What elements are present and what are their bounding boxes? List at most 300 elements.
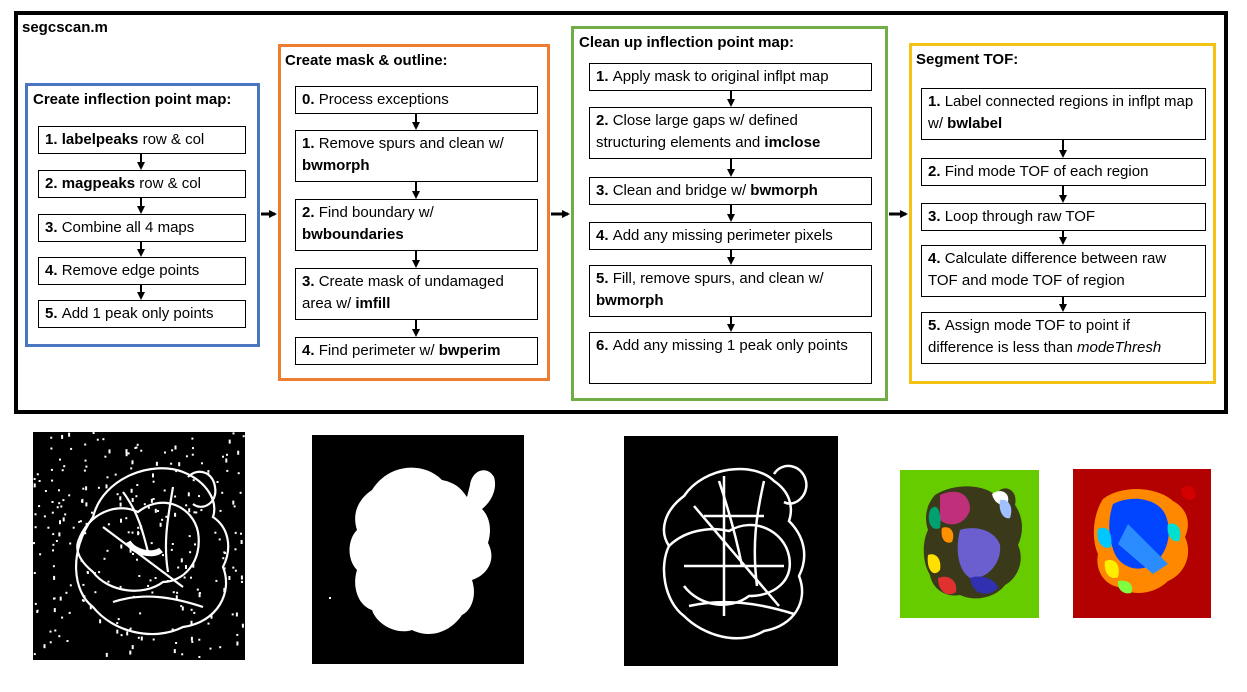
noise-pixel — [137, 532, 139, 534]
step-label-regions — [921, 88, 1206, 140]
noise-pixel — [63, 517, 65, 521]
noise-pixel — [39, 553, 41, 555]
noise-pixel — [85, 466, 87, 468]
noise-pixel — [97, 439, 99, 441]
step-text-run: 2. — [928, 163, 945, 180]
noise-pixel — [193, 612, 195, 614]
noise-pixel — [98, 571, 100, 573]
noise-pixel — [188, 508, 190, 512]
noise-pixel — [145, 551, 147, 555]
noise-pixel — [219, 538, 221, 540]
noise-pixel — [173, 591, 175, 593]
noise-pixel — [52, 544, 54, 546]
noise-pixel — [229, 440, 231, 444]
noise-pixel — [62, 499, 64, 501]
noise-pixel — [62, 469, 64, 471]
noise-pixel — [34, 478, 36, 480]
step-text-run: Combine all 4 maps — [61, 219, 195, 236]
noise-pixel — [132, 532, 134, 534]
noise-pixel — [171, 449, 173, 451]
noise-pixel — [219, 646, 221, 648]
step-text-run: 6. — [596, 337, 613, 354]
noise-pixel — [132, 498, 134, 502]
noise-pixel — [52, 512, 54, 514]
noise-pixel — [50, 641, 52, 643]
noise-pixel — [167, 580, 169, 582]
noise-pixel — [192, 447, 194, 449]
noise-pixel — [211, 615, 213, 619]
step-text-run: 1. — [45, 131, 62, 148]
noise-pixel — [232, 613, 234, 615]
step-text-run: 2. — [45, 175, 62, 192]
noise-pixel — [129, 651, 131, 655]
noise-pixel — [184, 577, 186, 579]
noise-pixel — [44, 644, 46, 648]
noise-pixel — [151, 592, 153, 594]
step-magpeaks — [38, 170, 246, 198]
noise-pixel — [85, 460, 87, 462]
step-text-run: Remove spurs and clean w/ — [318, 135, 504, 152]
step-create-mask — [295, 268, 538, 320]
noise-pixel — [73, 527, 75, 529]
noise-pixel — [84, 470, 86, 472]
noise-pixel — [162, 554, 164, 556]
noise-pixel — [60, 506, 62, 508]
noise-pixel — [172, 543, 174, 545]
noise-pixel — [60, 597, 62, 601]
noise-pixel — [59, 520, 61, 524]
noise-pixel — [222, 557, 224, 559]
noise-pixel — [148, 507, 150, 509]
noise-pixel — [90, 605, 92, 609]
noise-pixel — [69, 543, 71, 545]
noise-pixel — [177, 567, 179, 569]
panel-title-segment-tof: Segment TOF: — [916, 51, 1019, 68]
noise-pixel — [217, 481, 219, 483]
noise-pixel — [82, 599, 84, 601]
step-text-run: magpeaks — [61, 175, 136, 192]
noise-pixel — [116, 630, 118, 634]
noise-pixel — [58, 502, 60, 504]
noise-pixel — [50, 437, 52, 439]
noise-pixel — [175, 642, 177, 644]
noise-pixel — [35, 603, 37, 605]
noise-pixel — [67, 640, 69, 642]
noise-pixel — [222, 456, 224, 458]
noise-pixel — [165, 516, 167, 518]
noise-pixel — [191, 637, 193, 641]
noise-pixel — [119, 496, 121, 500]
noise-pixel — [140, 526, 142, 530]
noise-pixel — [53, 565, 55, 567]
step-process-exceptions — [295, 86, 538, 114]
step-text-run: 3. — [302, 273, 319, 290]
noise-pixel — [58, 489, 60, 491]
step-text-run: imclose — [764, 134, 821, 151]
noise-pixel — [243, 435, 245, 437]
segmented-regions-image — [900, 470, 1039, 618]
noise-pixel — [224, 567, 226, 569]
noise-pixel — [153, 481, 155, 483]
noise-pixel — [52, 501, 54, 503]
noise-pixel — [156, 462, 158, 466]
noise-pixel — [52, 533, 54, 535]
noise-pixel — [104, 558, 106, 560]
noise-pixel — [128, 531, 130, 533]
noise-pixel — [193, 511, 195, 513]
noise-pixel — [78, 521, 80, 523]
noise-pixel — [191, 641, 193, 643]
step-text-run: 4. — [302, 342, 319, 359]
noise-pixel — [150, 579, 152, 581]
noise-pixel — [80, 520, 82, 522]
step-text-run: Calculate difference between raw TOF and mode TOF of region — [928, 250, 1167, 289]
noise-pixel — [198, 495, 200, 497]
step-text-run: Process exceptions — [318, 91, 449, 108]
noise-pixel — [153, 498, 155, 500]
step-text-run: Close large gaps w/ defined structuring elements and — [596, 112, 798, 151]
noise-pixel — [175, 446, 177, 450]
noise-pixel — [144, 503, 146, 505]
noise-pixel — [220, 510, 222, 512]
noise-pixel — [130, 467, 132, 469]
noise-pixel — [136, 484, 138, 486]
noise-pixel — [138, 575, 140, 577]
noise-pixel — [137, 527, 139, 529]
noise-pixel — [185, 504, 187, 506]
noise-pixel — [221, 492, 223, 494]
step-text-run: bwperim — [438, 342, 501, 359]
noise-pixel — [70, 448, 72, 450]
noise-pixel — [58, 635, 60, 637]
noise-pixel — [155, 577, 157, 579]
noise-pixel — [160, 523, 162, 527]
noise-pixel — [91, 512, 93, 514]
step-find-perimeter — [295, 337, 538, 365]
noise-pixel — [242, 624, 244, 628]
step-text-run: 2. — [302, 204, 319, 221]
step-text-run: Find mode TOF of each region — [944, 163, 1149, 180]
noise-pixel — [175, 470, 177, 472]
noise-pixel — [50, 448, 52, 450]
noise-pixel — [132, 460, 134, 464]
noise-pixel — [34, 653, 36, 655]
noise-pixel — [151, 542, 153, 544]
noise-pixel — [240, 492, 242, 494]
noise-pixel — [58, 532, 60, 536]
noise-pixel — [189, 551, 191, 553]
cleaned-inflection-map-image — [624, 436, 838, 666]
noise-pixel — [133, 596, 135, 598]
noise-pixel — [134, 447, 136, 449]
noise-pixel — [35, 526, 37, 528]
step-text-run: Create mask of undamaged area w/ — [302, 273, 504, 312]
noise-pixel — [81, 500, 83, 502]
noise-pixel — [225, 459, 227, 463]
step-text-run: bwmorph — [750, 182, 818, 199]
noise-pixel — [161, 519, 163, 521]
noise-pixel — [120, 503, 122, 507]
noise-pixel — [151, 499, 153, 503]
step-assign-mode-tof — [921, 312, 1206, 364]
step-find-mode-tof — [921, 158, 1206, 186]
noise-pixel — [191, 609, 193, 611]
noise-pixel — [235, 570, 237, 572]
noise-pixel — [241, 540, 243, 544]
step-text-run: 3. — [45, 219, 62, 236]
step-text-run: 5. — [596, 270, 613, 287]
noise-pixel — [116, 622, 118, 624]
noise-pixel — [185, 565, 187, 569]
noise-pixel — [45, 490, 47, 492]
noise-pixel — [68, 433, 70, 437]
noise-pixel — [81, 560, 83, 562]
noise-pixel — [241, 581, 243, 583]
noise-pixel — [237, 451, 239, 455]
noise-pixel — [82, 584, 84, 586]
step-labelpeaks — [38, 126, 246, 154]
step-add-perimeter-pixels — [589, 222, 872, 250]
segmented-tof-image — [1073, 469, 1211, 618]
step-remove-edge-points — [38, 257, 246, 285]
noise-pixel — [140, 450, 142, 452]
noise-pixel — [126, 631, 128, 635]
step-text-run: Add 1 peak only points — [61, 305, 214, 322]
noise-pixel — [120, 586, 122, 588]
noise-pixel — [50, 631, 52, 633]
noise-pixel — [241, 576, 243, 580]
noise-pixel — [108, 523, 110, 525]
noise-pixel — [87, 572, 89, 574]
mask-image — [312, 435, 524, 664]
step-text-run: bwboundaries — [302, 226, 404, 243]
noise-pixel — [157, 510, 159, 512]
step-calculate-difference — [921, 245, 1206, 297]
noise-pixel — [198, 656, 200, 658]
noise-pixel — [178, 462, 180, 466]
noise-pixel — [215, 580, 217, 582]
step-text-run: modeThresh — [1076, 339, 1162, 356]
noise-pixel — [201, 462, 203, 464]
noise-pixel — [235, 548, 237, 550]
noise-pixel — [170, 463, 172, 465]
noise-pixel — [86, 523, 88, 525]
noise-pixel — [176, 595, 178, 599]
noise-pixel — [61, 617, 63, 619]
noise-pixel — [61, 435, 63, 439]
step-find-boundary — [295, 199, 538, 251]
noise-pixel — [182, 607, 184, 611]
noise-pixel — [232, 567, 234, 569]
noise-pixel — [85, 502, 87, 506]
noise-pixel — [138, 637, 140, 639]
step-loop-raw-tof — [921, 203, 1206, 231]
noise-pixel — [109, 449, 111, 453]
noise-pixel — [54, 630, 56, 632]
noise-pixel — [52, 549, 54, 551]
noise-pixel — [233, 432, 235, 434]
noise-pixel — [223, 588, 225, 592]
noise-pixel — [34, 572, 36, 574]
panel-title-clean-up-inflection-point-map: Clean up inflection point map: — [579, 34, 794, 51]
noise-pixel — [56, 540, 58, 542]
noise-pixel — [82, 488, 84, 490]
noise-pixel — [94, 572, 96, 574]
noise-pixel — [57, 506, 59, 508]
noise-pixel — [117, 493, 119, 495]
noise-pixel — [188, 492, 190, 496]
step-text-run: Loop through raw TOF — [944, 208, 1096, 225]
file-title: segcscan.m — [22, 19, 108, 36]
noise-pixel — [102, 438, 104, 440]
noise-pixel — [191, 621, 193, 625]
noise-pixel — [192, 564, 194, 568]
noise-pixel — [224, 552, 226, 554]
noise-pixel — [189, 535, 191, 537]
step-text-run: 4. — [596, 227, 613, 244]
noise-pixel — [106, 484, 108, 488]
step-text-run: row & col — [138, 131, 205, 148]
noise-pixel — [121, 634, 123, 636]
noise-pixel — [234, 505, 236, 507]
noise-pixel — [191, 438, 193, 440]
step-combine-maps — [38, 214, 246, 242]
step-text-run: 3. — [928, 208, 945, 225]
noise-pixel — [198, 639, 200, 641]
noise-pixel — [120, 519, 122, 523]
noise-pixel — [236, 634, 238, 636]
noise-pixel — [193, 479, 195, 481]
step-text-run: imfill — [355, 295, 391, 312]
noise-pixel — [136, 559, 138, 561]
noise-pixel — [132, 645, 134, 649]
noise-pixel — [54, 608, 56, 612]
noise-pixel — [99, 619, 101, 623]
noise-pixel — [93, 432, 95, 434]
step-text-run: 5. — [928, 317, 945, 334]
noise-pixel — [84, 532, 86, 534]
noise-pixel — [85, 486, 87, 490]
noise-pixel — [69, 612, 71, 614]
noise-pixel — [65, 592, 67, 594]
noise-pixel — [120, 545, 122, 549]
step-add-missing-points — [589, 332, 872, 384]
noise-pixel — [171, 549, 173, 551]
noise-pixel — [44, 515, 46, 517]
noise-pixel — [51, 480, 53, 482]
noise-pixel — [104, 456, 106, 458]
noise-pixel — [107, 550, 109, 552]
noise-pixel — [192, 454, 194, 456]
noise-pixel — [59, 459, 61, 461]
noise-pixel — [210, 648, 212, 650]
noise-pixel — [226, 470, 228, 472]
noise-pixel — [174, 513, 176, 517]
noise-pixel — [131, 489, 133, 493]
step-remove-spurs — [295, 130, 538, 182]
noise-pixel — [63, 465, 65, 467]
noise-pixel — [35, 513, 37, 515]
noise-pixel — [153, 639, 155, 641]
step-text-run: Assign mode TOF to point if difference is less than — [928, 317, 1131, 356]
noise-pixel — [174, 496, 176, 498]
noise-pixel — [141, 637, 143, 641]
step-text-run: Clean and bridge w/ — [612, 182, 751, 199]
step-close-gaps — [589, 107, 872, 159]
step-text-run: 4. — [928, 250, 945, 267]
noise-pixel — [155, 509, 157, 513]
step-text-run: 2. — [596, 112, 613, 129]
step-text-run: Fill, remove spurs, and clean w/ — [612, 270, 824, 287]
noise-pixel — [106, 653, 108, 657]
step-text-run: 4. — [45, 262, 62, 279]
noise-pixel — [135, 495, 137, 497]
noise-pixel — [53, 576, 55, 580]
noise-pixel — [164, 452, 166, 454]
noise-pixel — [240, 533, 242, 535]
panel-title-create-mask-outline: Create mask & outline: — [285, 52, 448, 69]
step-text-run: row & col — [135, 175, 201, 192]
step-fill-remove-spurs — [589, 265, 872, 317]
step-text-run: bwmorph — [302, 157, 370, 174]
step-text-run: Label connected regions in inflpt map w/ — [928, 93, 1194, 132]
noise-pixel — [139, 612, 141, 614]
noise-pixel — [108, 581, 110, 583]
step-text-run: Remove edge points — [61, 262, 200, 279]
noise-pixel — [64, 513, 66, 515]
noise-pixel — [199, 593, 201, 597]
noise-pixel — [174, 649, 176, 653]
noise-pixel — [83, 595, 85, 597]
step-text-run: 1. — [928, 93, 945, 110]
noise-pixel — [164, 490, 166, 492]
noise-pixel — [130, 549, 132, 553]
noise-pixel — [33, 542, 35, 544]
noise-pixel — [115, 474, 117, 476]
noise-pixel — [147, 585, 149, 587]
noise-pixel — [51, 469, 53, 471]
noise-pixel — [130, 628, 132, 630]
step-text-run: 1. — [596, 68, 613, 85]
noise-pixel — [39, 480, 41, 482]
step-text-run: Find boundary w/ — [318, 204, 434, 221]
step-text-run: 1. — [302, 135, 319, 152]
step-text-run: 3. — [596, 182, 613, 199]
noise-pixel — [98, 487, 100, 489]
noise-pixel — [70, 584, 72, 586]
noise-pixel — [94, 591, 96, 593]
step-apply-mask — [589, 63, 872, 91]
noise-pixel — [195, 512, 197, 514]
step-text-run: Apply mask to original inflpt map — [612, 68, 829, 85]
noise-pixel — [232, 501, 234, 505]
noise-pixel — [176, 592, 178, 594]
noise-pixel — [125, 517, 127, 519]
noise-pixel — [197, 589, 199, 591]
noise-pixel — [228, 576, 230, 580]
noise-pixel — [238, 472, 240, 474]
noise-pixel — [236, 642, 238, 646]
step-text-run: Add any missing 1 peak only points — [612, 337, 848, 354]
noise-pixel — [84, 444, 86, 446]
step-add-1-peak-points — [38, 300, 246, 328]
step-text-run: Find perimeter w/ — [318, 342, 439, 359]
step-text-run: bwmorph — [596, 292, 664, 309]
step-text-run: bwlabel — [947, 115, 1003, 132]
noise-pixel — [68, 494, 70, 496]
step-clean-bridge — [589, 177, 872, 205]
noise-pixel — [126, 449, 128, 453]
